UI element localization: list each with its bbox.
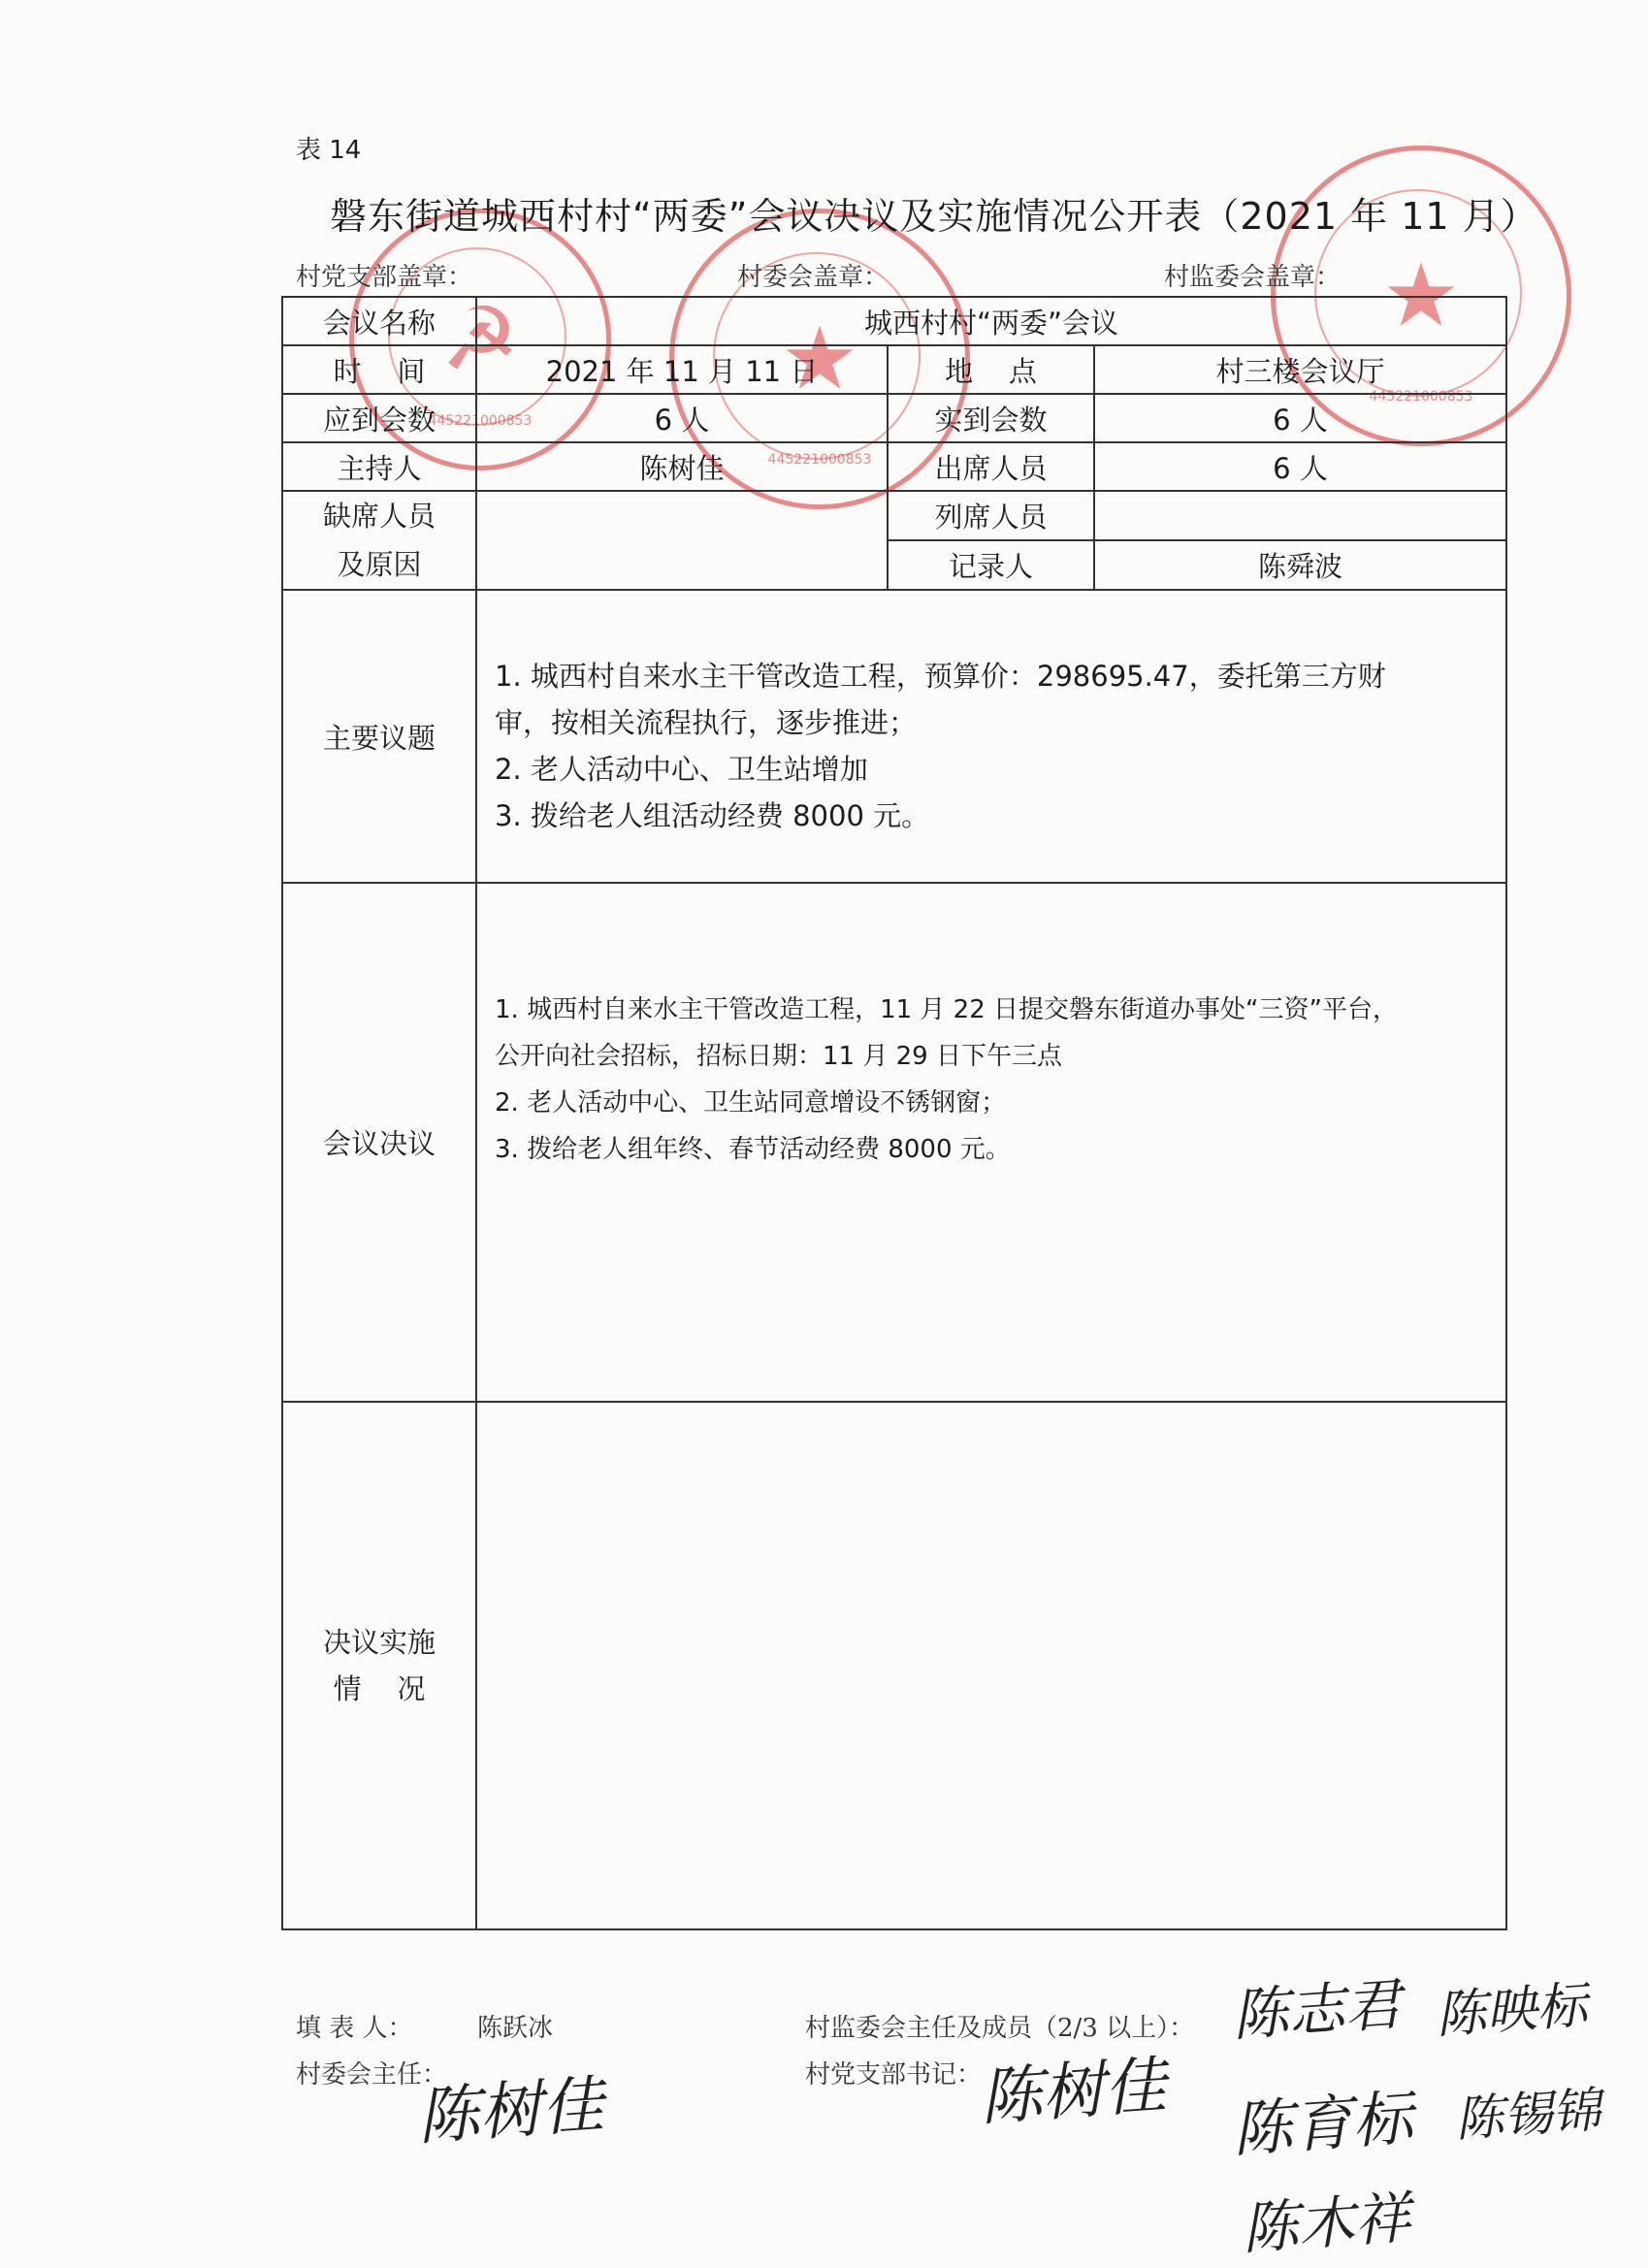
star-icon: ★ (780, 308, 859, 410)
stamp-code: 445221000853 (428, 413, 533, 429)
hammer-sickle-icon: ☭ (440, 288, 520, 391)
absent-label-line2: 及原因 (337, 548, 422, 581)
implementation-value (476, 1402, 1506, 1929)
decisions-label: 会议决议 (282, 883, 476, 1402)
implementation-label-line1: 决议实施 (322, 1626, 436, 1659)
meeting-time: 2021 年 11 月 11 日 (476, 345, 888, 394)
decision-line: 公开向社会招标，招标日期：11 月 29 日下午三点 (495, 1042, 1062, 1071)
decision-line: 1. 城西村自来水主干管改造工程，11 月 22 日提交磐东街道办事处“三资”平台， (495, 995, 1398, 1024)
party-seal-label: 村党支部盖章： (296, 263, 473, 292)
supervision-signature-1: 陈志君 (1230, 1971, 1404, 2049)
page-title: 磐东街道城西村村“两委”会议决议及实施情况公开表（2021 年 11 月） (330, 195, 1538, 238)
stamp-code: 445221000853 (767, 452, 872, 468)
topic-line: 审，按相关流程执行，逐步推进； (495, 706, 918, 739)
absent-label-line1: 缺席人员 (322, 500, 436, 533)
stamp-code: 445221000853 (1369, 389, 1473, 405)
time-label: 时 间 (282, 345, 476, 394)
meeting-table (281, 296, 1507, 1930)
table-row (282, 1402, 1506, 1929)
village-director-signature: 陈树佳 (415, 2069, 606, 2155)
topics-label: 主要议题 (282, 590, 476, 883)
place-label: 地 点 (888, 345, 1094, 394)
meeting-name-label: 会议名称 (282, 297, 476, 345)
meeting-place: 村三楼会议厅 (1094, 345, 1506, 394)
topics-cell (476, 590, 1506, 883)
absent-label-cell (282, 491, 476, 590)
supervision-seal-label: 村监委会盖章： (1164, 263, 1342, 292)
present-label: 出席人员 (888, 442, 1094, 491)
expected-count: 6 人 (476, 394, 888, 442)
implementation-label-cell (282, 1402, 476, 1929)
table-row (282, 442, 1506, 491)
table-row (282, 394, 1506, 442)
filler-name: 陈跃冰 (477, 2014, 554, 2043)
table-row (282, 297, 1506, 345)
decision-line: 2. 老人活动中心、卫生站同意增设不锈钢窗； (495, 1088, 1007, 1118)
village-director-label: 村委会主任： (296, 2060, 448, 2090)
topic-line: 3. 拨给老人组活动经费 8000 元。 (495, 799, 930, 832)
supervision-signature-2: 陈映标 (1434, 1976, 1590, 2046)
actual-label: 实到会数 (888, 394, 1094, 442)
meeting-name: 城西村村“两委”会议 (476, 297, 1506, 345)
present-count: 6 人 (1094, 442, 1506, 491)
star-icon: ★ (1381, 244, 1461, 347)
party-secretary-signature: 陈树佳 (978, 2050, 1169, 2135)
expected-label: 应到会数 (282, 394, 476, 442)
recorder-label: 记录人 (888, 540, 1094, 590)
table-row (282, 491, 1506, 540)
absent-value (476, 491, 888, 590)
table-row (282, 883, 1506, 1402)
form-number: 表 14 (296, 136, 362, 165)
recorder-name: 陈舜波 (1094, 540, 1506, 590)
supervision-signature-3: 陈育标 (1230, 2082, 1415, 2166)
filler-label: 填 表 人： (296, 2014, 413, 2043)
actual-count: 6 人 (1094, 394, 1506, 442)
supervision-signature-5: 陈木祥 (1240, 2185, 1413, 2262)
decision-line: 3. 拨给老人组年终、春节活动经费 8000 元。 (495, 1135, 1011, 1164)
table-row (282, 590, 1506, 883)
host-label: 主持人 (282, 442, 476, 491)
table-row (282, 345, 1506, 394)
attendees-value (1094, 491, 1506, 540)
implementation-label-line2: 情 况 (333, 1672, 426, 1705)
topic-line: 2. 老人活动中心、卫生站增加 (495, 753, 868, 786)
supervision-signature-4: 陈锡锦 (1453, 2081, 1603, 2149)
host-name: 陈树佳 (476, 442, 888, 491)
topic-line: 1. 城西村自来水主干管改造工程，预算价：298695.47，委托第三方财 (495, 660, 1386, 693)
village-committee-seal-label: 村委会盖章： (737, 263, 889, 292)
supervision-label: 村监委会主任及成员（2/3 以上）： (805, 2014, 1195, 2043)
attendees-label: 列席人员 (888, 491, 1094, 540)
decisions-cell (476, 883, 1506, 1402)
party-secretary-label: 村党支部书记： (805, 2060, 983, 2090)
